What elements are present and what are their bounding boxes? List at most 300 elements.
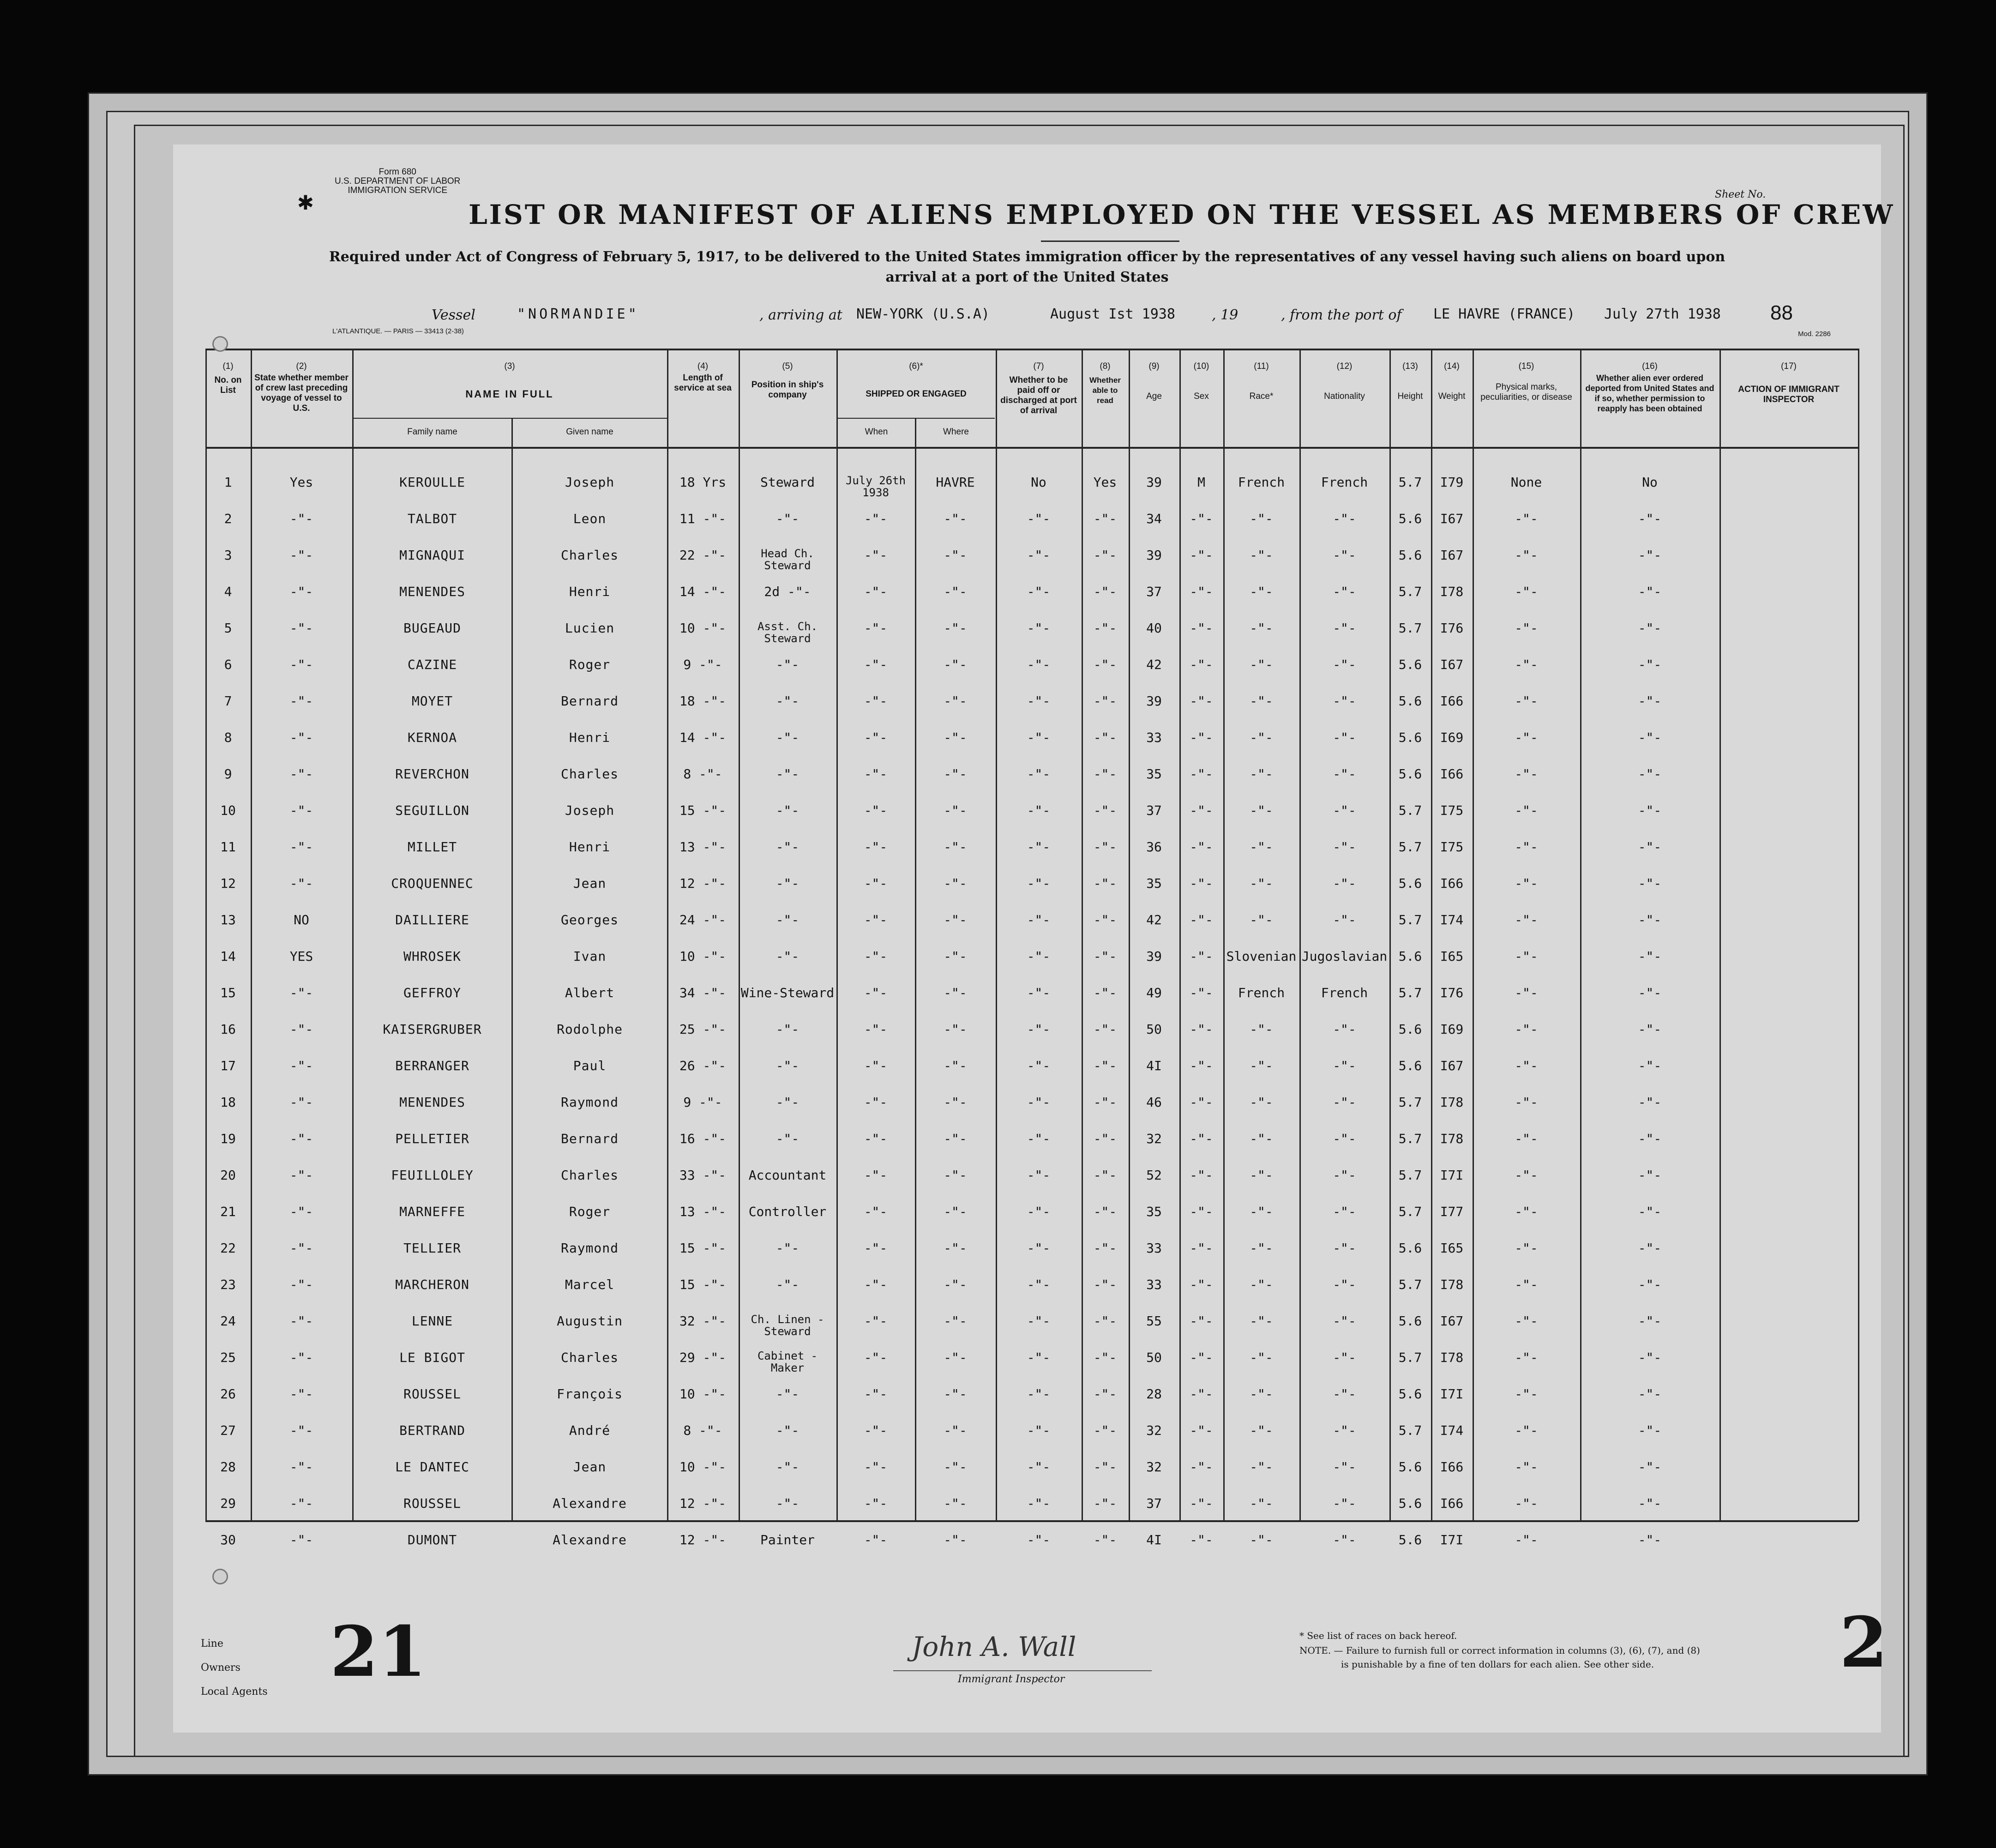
previous-voyage-cell: -"- <box>289 1095 313 1110</box>
age-cell: 52 <box>1146 1168 1162 1183</box>
given-name-cell: Jean <box>573 876 607 891</box>
engaged-where-cell: HAVRE <box>936 475 975 490</box>
sex-cell: -"- <box>1190 1386 1213 1402</box>
height-cell: 5.6 <box>1398 1058 1422 1073</box>
height-cell: 5.7 <box>1398 839 1422 855</box>
vessel-name: "NORMANDIE" <box>517 306 639 322</box>
family-name-cell: MARNEFFE <box>399 1204 465 1219</box>
sex-cell: -"- <box>1190 1459 1213 1475</box>
age-cell: 39 <box>1146 475 1162 490</box>
table-row <box>173 1350 1858 1386</box>
able-to-read-cell: -"- <box>1093 1058 1117 1073</box>
previous-voyage-cell: NO <box>294 912 309 927</box>
row-number-cell: 28 <box>220 1459 236 1475</box>
family-name-cell: LE BIGOT <box>399 1350 465 1365</box>
previous-voyage-cell: -"- <box>289 511 313 526</box>
given-name-cell: Roger <box>569 657 611 672</box>
physical-marks-cell: -"- <box>1515 803 1538 818</box>
nationality-cell: -"- <box>1333 1386 1356 1402</box>
row-number-cell: 3 <box>224 548 232 563</box>
previous-voyage-cell: -"- <box>289 1386 313 1402</box>
nationality-cell: -"- <box>1333 1350 1356 1365</box>
sex-cell: -"- <box>1190 766 1213 782</box>
races-note: * See list of races on back hereof. <box>1299 1630 1457 1641</box>
physical-marks-cell: -"- <box>1515 620 1538 636</box>
able-to-read-cell: -"- <box>1093 1459 1117 1475</box>
family-name-cell: KEROULLE <box>399 475 465 490</box>
race-cell: -"- <box>1250 1423 1273 1438</box>
previous-voyage-cell: -"- <box>289 657 313 672</box>
row-number-cell: 15 <box>220 985 236 1000</box>
physical-marks-cell: -"- <box>1515 1313 1538 1329</box>
given-name-cell: Raymond <box>560 1095 619 1110</box>
race-cell: -"- <box>1250 1386 1273 1402</box>
physical-marks-cell: -"- <box>1515 511 1538 526</box>
deportation-status-cell: -"- <box>1638 1386 1662 1402</box>
table-row <box>173 511 1858 548</box>
footer-line-label: Line <box>201 1638 223 1649</box>
row-number-cell: 12 <box>220 876 236 891</box>
family-name-cell: LE DANTEC <box>395 1459 469 1475</box>
engaged-when-cell: -"- <box>864 1386 888 1402</box>
physical-marks-cell: -"- <box>1515 1277 1538 1292</box>
sex-cell: -"- <box>1190 949 1213 964</box>
position-cell: Painter <box>760 1532 815 1547</box>
family-name-cell: SEGUILLON <box>395 803 469 818</box>
race-cell: -"- <box>1250 912 1273 927</box>
col3-family-header: Family name <box>407 427 457 437</box>
given-name-cell: Albert <box>565 985 615 1000</box>
family-name-cell: FEUILLOLEY <box>391 1168 474 1183</box>
paid-off-cell: -"- <box>1027 1204 1051 1219</box>
table-row <box>173 1204 1858 1240</box>
sex-cell: -"- <box>1190 730 1213 745</box>
sex-cell: -"- <box>1190 511 1213 526</box>
race-cell: -"- <box>1250 1496 1273 1511</box>
binder-hole <box>212 1569 228 1584</box>
departure-date: July 27th 1938 <box>1604 306 1721 322</box>
race-cell: -"- <box>1250 803 1273 818</box>
position-cell: -"- <box>776 1423 800 1438</box>
able-to-read-cell: -"- <box>1093 693 1117 709</box>
given-name-cell: Henri <box>569 730 611 745</box>
given-name-cell: Charles <box>560 1350 619 1365</box>
previous-voyage-cell: -"- <box>289 548 313 563</box>
footer-agents-label: Local Agents <box>201 1686 268 1698</box>
row-number-cell: 26 <box>220 1386 236 1402</box>
weight-cell: I7I <box>1440 1168 1464 1183</box>
position-cell: Controller <box>748 1204 827 1219</box>
paid-off-cell: -"- <box>1027 1168 1051 1183</box>
col8-header: Whether able to read <box>1089 376 1121 405</box>
paid-off-cell: -"- <box>1027 1131 1051 1146</box>
row-number-cell: 18 <box>220 1095 236 1110</box>
form-number: Form 680 <box>379 167 416 177</box>
sex-cell: -"- <box>1190 912 1213 927</box>
table-row <box>173 766 1858 803</box>
race-cell: -"- <box>1250 876 1273 891</box>
weight-cell: I69 <box>1440 1022 1464 1037</box>
sex-cell: -"- <box>1190 1532 1213 1547</box>
nationality-cell: French <box>1321 985 1368 1000</box>
family-name-cell: MILLET <box>407 839 457 855</box>
age-cell: 28 <box>1146 1386 1162 1402</box>
nationality-cell: -"- <box>1333 766 1356 782</box>
paid-off-cell: No <box>1031 475 1046 490</box>
mod-number: Mod. 2286 <box>1798 330 1831 338</box>
position-cell: Accountant <box>748 1168 827 1183</box>
service-length-cell: 13 -"- <box>679 1204 727 1219</box>
table-row <box>173 620 1858 657</box>
table-row <box>173 584 1858 620</box>
previous-voyage-cell: -"- <box>289 766 313 782</box>
physical-marks-cell: -"- <box>1515 912 1538 927</box>
row-number-cell: 10 <box>220 803 236 818</box>
able-to-read-cell: -"- <box>1093 584 1117 599</box>
able-to-read-cell: -"- <box>1093 1204 1117 1219</box>
family-name-cell: KAISERGRUBER <box>383 1022 482 1037</box>
engaged-when-cell: -"- <box>864 1131 888 1146</box>
given-name-cell: Jean <box>573 1459 607 1475</box>
position-cell: -"- <box>776 949 800 964</box>
sex-cell: -"- <box>1190 876 1213 891</box>
family-name-cell: MARCHERON <box>395 1277 469 1292</box>
nationality-cell: -"- <box>1333 730 1356 745</box>
paid-off-cell: -"- <box>1027 1313 1051 1329</box>
race-cell: French <box>1238 985 1285 1000</box>
engaged-where-cell: -"- <box>944 1058 967 1073</box>
col2-number: (2) <box>296 361 307 371</box>
col1-number: (1) <box>222 361 234 371</box>
engaged-when-cell: -"- <box>864 803 888 818</box>
family-name-cell: GEFFROY <box>403 985 461 1000</box>
service-length-cell: 9 -"- <box>683 1095 722 1110</box>
family-name-cell: TALBOT <box>407 511 457 526</box>
row-number-cell: 20 <box>220 1168 236 1183</box>
nationality-cell: -"- <box>1333 876 1356 891</box>
able-to-read-cell: -"- <box>1093 1350 1117 1365</box>
family-name-cell: PELLETIER <box>395 1131 469 1146</box>
paid-off-cell: -"- <box>1027 1350 1051 1365</box>
engaged-where-cell: -"- <box>944 620 967 636</box>
table-row <box>173 1240 1858 1277</box>
row-number-cell: 21 <box>220 1204 236 1219</box>
given-name-cell: André <box>569 1423 611 1438</box>
col10-number: (10) <box>1193 361 1209 371</box>
table-row <box>173 839 1858 876</box>
age-cell: 4I <box>1146 1058 1162 1073</box>
row-number-cell: 23 <box>220 1277 236 1292</box>
height-cell: 5.6 <box>1398 657 1422 672</box>
col2-header: State whether member of crew last preceding voyage of vessel to U.S. <box>254 373 349 413</box>
race-cell: French <box>1238 475 1285 490</box>
service-length-cell: 16 -"- <box>679 1131 727 1146</box>
height-cell: 5.6 <box>1398 1022 1422 1037</box>
previous-voyage-cell: -"- <box>289 1277 313 1292</box>
weight-cell: I76 <box>1440 620 1464 636</box>
col14-number: (14) <box>1444 361 1460 371</box>
table-row <box>173 730 1858 766</box>
weight-cell: I65 <box>1440 949 1464 964</box>
age-cell: 33 <box>1146 730 1162 745</box>
service-length-cell: 22 -"- <box>679 548 727 563</box>
age-cell: 35 <box>1146 1204 1162 1219</box>
inspector-label: Immigrant Inspector <box>958 1673 1065 1685</box>
weight-cell: I67 <box>1440 511 1464 526</box>
engaged-when-cell: -"- <box>864 1168 888 1183</box>
physical-marks-cell: None <box>1510 475 1542 490</box>
given-name-cell: Marcel <box>565 1277 615 1292</box>
deportation-status-cell: -"- <box>1638 839 1662 855</box>
previous-voyage-cell: -"- <box>289 693 313 709</box>
given-name-cell: Roger <box>569 1204 611 1219</box>
engaged-where-cell: -"- <box>944 657 967 672</box>
able-to-read-cell: -"- <box>1093 839 1117 855</box>
weight-cell: I67 <box>1440 548 1464 563</box>
position-cell: -"- <box>776 1022 800 1037</box>
previous-voyage-cell: -"- <box>289 1423 313 1438</box>
weight-cell: I76 <box>1440 985 1464 1000</box>
paid-off-cell: -"- <box>1027 548 1051 563</box>
given-name-cell: Charles <box>560 1168 619 1183</box>
service-length-cell: 14 -"- <box>679 730 727 745</box>
sex-cell: -"- <box>1190 1496 1213 1511</box>
family-name-cell: MENENDES <box>399 584 465 599</box>
deportation-status-cell: -"- <box>1638 511 1662 526</box>
age-cell: 42 <box>1146 912 1162 927</box>
col4-number: (4) <box>697 361 709 371</box>
handwritten-line-count: 21 <box>330 1611 427 1692</box>
penalty-note-1: NOTE. — Failure to furnish full or correct information in columns (3), (6), (7), and (8) <box>1299 1645 1700 1656</box>
engaged-where-cell: -"- <box>944 949 967 964</box>
weight-cell: I67 <box>1440 1313 1464 1329</box>
deportation-status-cell: No <box>1642 475 1658 490</box>
engaged-where-cell: -"- <box>944 1277 967 1292</box>
service-length-cell: 25 -"- <box>679 1022 727 1037</box>
paid-off-cell: -"- <box>1027 1459 1051 1475</box>
nationality-cell: -"- <box>1333 1459 1356 1475</box>
engaged-when-cell: -"- <box>864 1277 888 1292</box>
able-to-read-cell: Yes <box>1093 475 1117 490</box>
table-row <box>173 1459 1858 1496</box>
table-row <box>173 475 1858 511</box>
col17-header: ACTION OF IMMIGRANT INSPECTOR <box>1738 385 1840 404</box>
paid-off-cell: -"- <box>1027 730 1051 745</box>
row-number-cell: 17 <box>220 1058 236 1073</box>
race-cell: -"- <box>1250 1459 1273 1475</box>
age-cell: 4I <box>1146 1532 1162 1547</box>
weight-cell: I75 <box>1440 803 1464 818</box>
able-to-read-cell: -"- <box>1093 1022 1117 1037</box>
col1-header: No. on List <box>214 375 242 395</box>
physical-marks-cell: -"- <box>1515 1168 1538 1183</box>
row-number-cell: 8 <box>224 730 232 745</box>
sex-cell: M <box>1197 475 1205 490</box>
binder-hole <box>212 336 228 352</box>
physical-marks-cell: -"- <box>1515 1240 1538 1256</box>
service-length-cell: 18 -"- <box>679 693 727 709</box>
deportation-status-cell: -"- <box>1638 1496 1662 1511</box>
weight-cell: I79 <box>1440 475 1464 490</box>
engaged-where-cell: -"- <box>944 1313 967 1329</box>
height-cell: 5.7 <box>1398 475 1422 490</box>
col5-number: (5) <box>782 361 793 371</box>
position-cell: -"- <box>776 1496 800 1511</box>
previous-voyage-cell: -"- <box>289 620 313 636</box>
position-cell: Ch. Linen - Steward <box>751 1313 824 1338</box>
col15-header: Physical marks, peculiarities, or disease <box>1480 382 1572 402</box>
deportation-status-cell: -"- <box>1638 548 1662 563</box>
table-row <box>173 1277 1858 1313</box>
able-to-read-cell: -"- <box>1093 620 1117 636</box>
able-to-read-cell: -"- <box>1093 1532 1117 1547</box>
sex-cell: -"- <box>1190 620 1213 636</box>
nationality-cell: -"- <box>1333 620 1356 636</box>
nationality-cell: -"- <box>1333 1423 1356 1438</box>
physical-marks-cell: -"- <box>1515 1058 1538 1073</box>
engaged-when-cell: -"- <box>864 949 888 964</box>
col9-number: (9) <box>1148 361 1160 371</box>
position-cell: -"- <box>776 1240 800 1256</box>
engaged-when-cell: -"- <box>864 1459 888 1475</box>
engaged-where-cell: -"- <box>944 1240 967 1256</box>
family-name-cell: CROQUENNEC <box>391 876 474 891</box>
deportation-status-cell: -"- <box>1638 584 1662 599</box>
deportation-status-cell: -"- <box>1638 657 1662 672</box>
engaged-where-cell: -"- <box>944 876 967 891</box>
year-label: , 19 <box>1212 307 1238 323</box>
height-cell: 5.7 <box>1398 1423 1422 1438</box>
department-name: U.S. DEPARTMENT OF LABOR <box>335 176 461 186</box>
row-number-cell: 27 <box>220 1423 236 1438</box>
position-cell: -"- <box>776 657 800 672</box>
physical-marks-cell: -"- <box>1515 730 1538 745</box>
height-cell: 5.6 <box>1398 1240 1422 1256</box>
sex-cell: -"- <box>1190 985 1213 1000</box>
printer-imprint: L'ATLANTIQUE. — PARIS — 33413 (2-38) <box>332 327 464 335</box>
nationality-cell: -"- <box>1333 1131 1356 1146</box>
race-cell: -"- <box>1250 1022 1273 1037</box>
age-cell: 36 <box>1146 839 1162 855</box>
paid-off-cell: -"- <box>1027 584 1051 599</box>
age-cell: 35 <box>1146 766 1162 782</box>
service-length-cell: 15 -"- <box>679 1277 727 1292</box>
physical-marks-cell: -"- <box>1515 657 1538 672</box>
physical-marks-cell: -"- <box>1515 876 1538 891</box>
race-cell: -"- <box>1250 693 1273 709</box>
position-cell: -"- <box>776 1386 800 1402</box>
physical-marks-cell: -"- <box>1515 985 1538 1000</box>
engaged-where-cell: -"- <box>944 1095 967 1110</box>
table-row <box>173 548 1858 584</box>
engaged-when-cell: -"- <box>864 1350 888 1365</box>
engaged-where-cell: -"- <box>944 803 967 818</box>
position-cell: Cabinet - Maker <box>757 1349 818 1374</box>
engaged-when-cell: -"- <box>864 1313 888 1329</box>
engaged-when-cell: July 26th 1938 <box>845 474 906 499</box>
departure-port: LE HAVRE (FRANCE) <box>1433 306 1575 322</box>
deportation-status-cell: -"- <box>1638 1131 1662 1146</box>
age-cell: 55 <box>1146 1313 1162 1329</box>
paid-off-cell: -"- <box>1027 985 1051 1000</box>
sex-cell: -"- <box>1190 1423 1213 1438</box>
deportation-status-cell: -"- <box>1638 803 1662 818</box>
height-cell: 5.6 <box>1398 1496 1422 1511</box>
engaged-where-cell: -"- <box>944 766 967 782</box>
age-cell: 50 <box>1146 1350 1162 1365</box>
given-name-cell: Paul <box>573 1058 607 1073</box>
row-number-cell: 1 <box>224 475 232 490</box>
height-cell: 5.6 <box>1398 1459 1422 1475</box>
race-cell: -"- <box>1250 548 1273 563</box>
physical-marks-cell: -"- <box>1515 1386 1538 1402</box>
engaged-when-cell: -"- <box>864 657 888 672</box>
given-name-cell: Alexandre <box>553 1532 627 1547</box>
service-length-cell: 24 -"- <box>679 912 727 927</box>
paid-off-cell: -"- <box>1027 693 1051 709</box>
from-port-label: , from the port of <box>1281 307 1402 323</box>
sex-cell: -"- <box>1190 1240 1213 1256</box>
service-length-cell: 13 -"- <box>679 839 727 855</box>
engaged-where-cell: -"- <box>944 1459 967 1475</box>
deportation-status-cell: -"- <box>1638 1459 1662 1475</box>
engaged-when-cell: -"- <box>864 1496 888 1511</box>
engaged-when-cell: -"- <box>864 1204 888 1219</box>
given-name-cell: Lucien <box>565 620 615 636</box>
engaged-when-cell: -"- <box>864 620 888 636</box>
height-cell: 5.6 <box>1398 1532 1422 1547</box>
family-name-cell: WHROSEK <box>403 949 461 964</box>
paid-off-cell: -"- <box>1027 949 1051 964</box>
engaged-where-cell: -"- <box>944 730 967 745</box>
height-cell: 5.7 <box>1398 1277 1422 1292</box>
given-name-cell: François <box>557 1386 623 1402</box>
race-cell: -"- <box>1250 511 1273 526</box>
table-row <box>173 657 1858 693</box>
col7-header: Whether to be paid off or discharged at port of arrival <box>1000 375 1077 415</box>
deportation-status-cell: -"- <box>1638 620 1662 636</box>
nationality-cell: -"- <box>1333 912 1356 927</box>
engaged-where-cell: -"- <box>944 548 967 563</box>
weight-cell: I66 <box>1440 766 1464 782</box>
weight-cell: I7I <box>1440 1532 1464 1547</box>
service-length-cell: 26 -"- <box>679 1058 727 1073</box>
height-cell: 5.6 <box>1398 876 1422 891</box>
height-cell: 5.7 <box>1398 1350 1422 1365</box>
table-row <box>173 1532 1858 1569</box>
able-to-read-cell: -"- <box>1093 985 1117 1000</box>
height-cell: 5.7 <box>1398 1095 1422 1110</box>
table-row <box>173 1095 1858 1131</box>
age-cell: 46 <box>1146 1095 1162 1110</box>
engaged-when-cell: -"- <box>864 1240 888 1256</box>
height-cell: 5.6 <box>1398 766 1422 782</box>
weight-cell: I65 <box>1440 1240 1464 1256</box>
sex-cell: -"- <box>1190 693 1213 709</box>
race-cell: -"- <box>1250 584 1273 599</box>
row-number-cell: 9 <box>224 766 232 782</box>
engaged-where-cell: -"- <box>944 511 967 526</box>
given-name-cell: Charles <box>560 766 619 782</box>
able-to-read-cell: -"- <box>1093 1131 1117 1146</box>
paid-off-cell: -"- <box>1027 876 1051 891</box>
weight-cell: I74 <box>1440 1423 1464 1438</box>
nationality-cell: -"- <box>1333 1313 1356 1329</box>
row-number-cell: 6 <box>224 657 232 672</box>
engaged-where-cell: -"- <box>944 985 967 1000</box>
sex-cell: -"- <box>1190 1350 1213 1365</box>
table-row <box>173 1496 1858 1532</box>
